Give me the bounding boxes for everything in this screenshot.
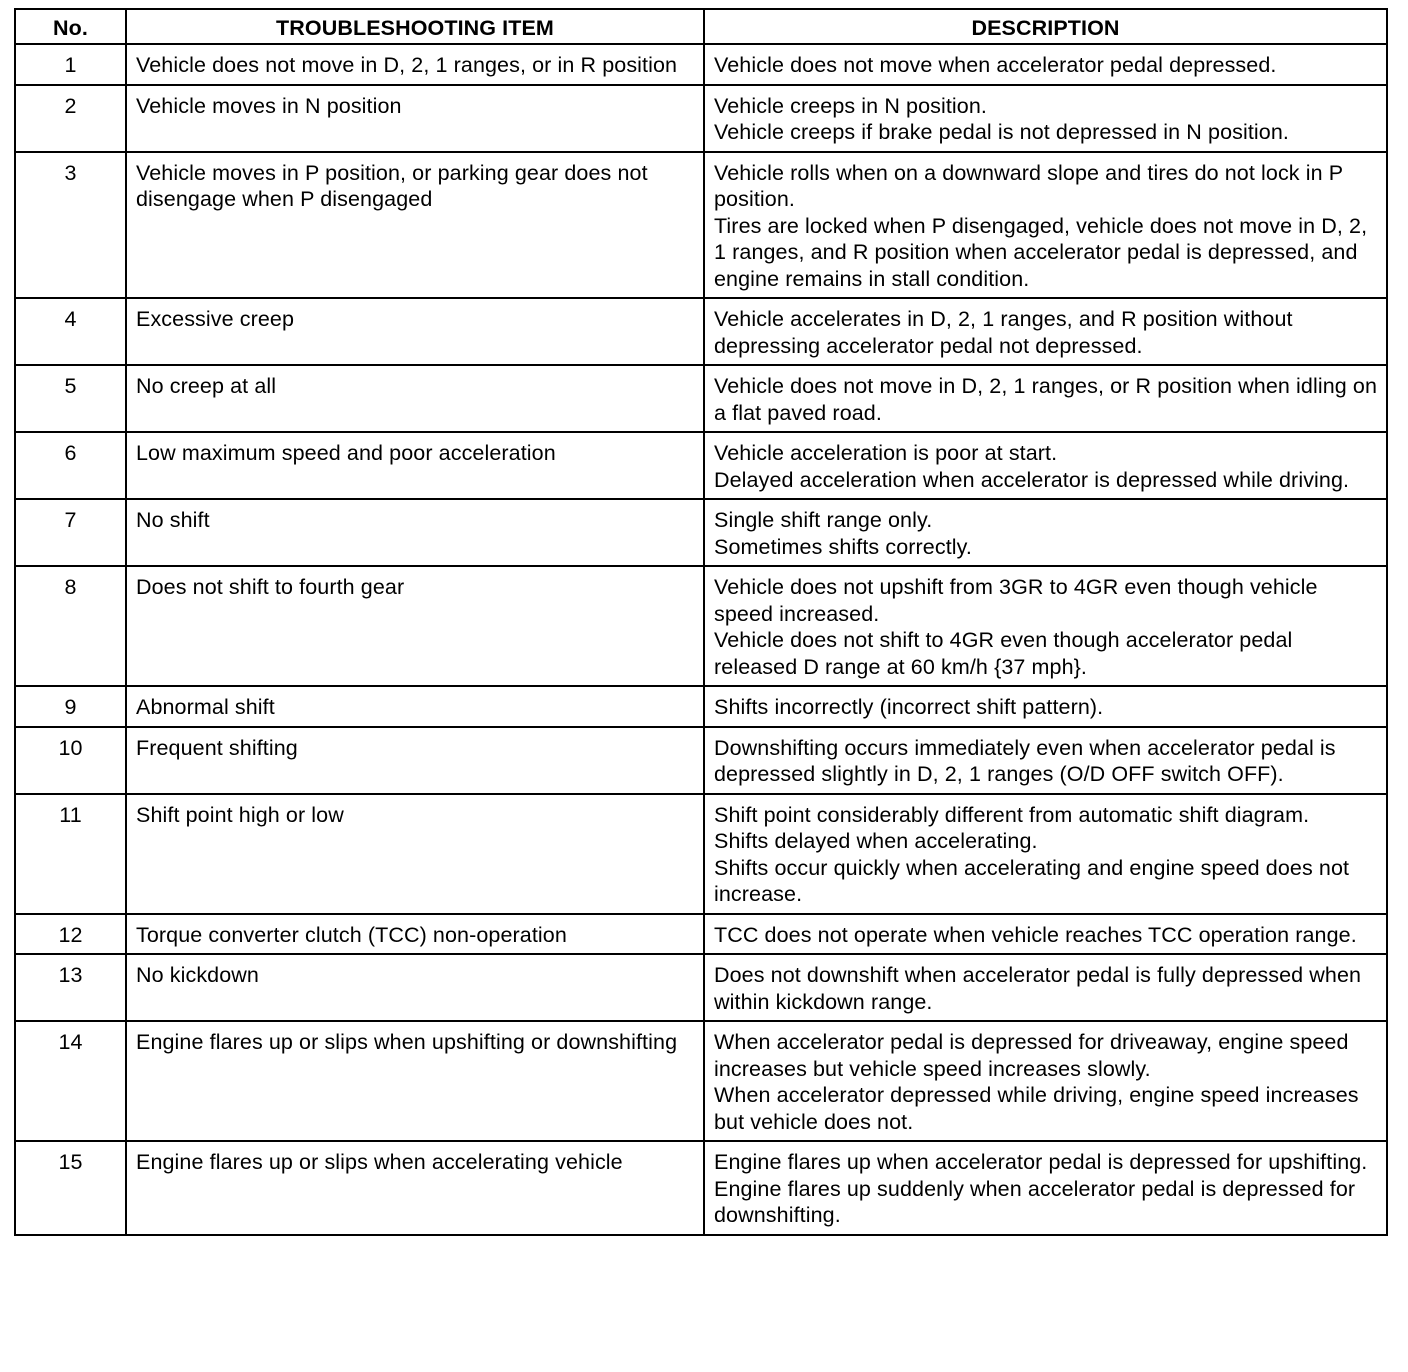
troubleshooting-item: Excessive creep: [126, 298, 704, 365]
description-line: Vehicle creeps in N position.: [714, 93, 987, 118]
description-line: Engine flares up when accelerator pedal is depressed for upshifting.: [714, 1150, 1368, 1174]
table-row: [15, 954, 1387, 1021]
row-number: 3: [15, 152, 126, 299]
description-line: Shift point considerably different from automatic shift diagram.: [714, 802, 1310, 827]
description-line: Vehicle acceleration is poor at start.: [714, 441, 1058, 465]
table-row: [15, 566, 1387, 686]
description-line: Sometimes shifts correctly.: [714, 534, 972, 559]
description-cell: [704, 298, 1387, 365]
table-row: [15, 85, 1387, 152]
row-number: 4: [15, 298, 126, 365]
troubleshooting-item: Torque converter clutch (TCC) non-operation: [126, 914, 704, 955]
description-line: Vehicle does not shift to 4GR even though accelerator pedal released D range at 60 km/h {37 mph}.: [714, 628, 1293, 679]
description-cell: [704, 1021, 1387, 1141]
table-row: [15, 914, 1387, 955]
description-cell: [704, 85, 1387, 152]
table-row: [15, 727, 1387, 794]
header-row: [15, 9, 1387, 44]
description-cell: [704, 499, 1387, 566]
table-row: [15, 298, 1387, 365]
row-number: 5: [15, 365, 126, 432]
description-cell: [704, 365, 1387, 432]
description-line: TCC does not operate when vehicle reaches TCC operation range.: [714, 922, 1357, 947]
description-cell: [704, 727, 1387, 794]
troubleshooting-item: Vehicle does not move in D, 2, 1 ranges, or in R position: [126, 44, 704, 85]
description-line: When accelerator pedal is depressed for driveaway, engine speed increases but vehicle speed increases slowly.: [714, 1030, 1349, 1081]
table-body: [15, 44, 1387, 1235]
table-row: [15, 44, 1387, 85]
description-line: When accelerator depressed while driving, engine speed increases but vehicle does not.: [714, 1083, 1359, 1134]
description-line: Does not downshift when accelerator pedal is fully depressed when within kickdown range.: [714, 963, 1362, 1014]
table-row: [15, 152, 1387, 299]
description-line: Vehicle accelerates in D, 2, 1 ranges, and R position without depressing accelerator pedal not depressed.: [714, 307, 1293, 358]
table-row: [15, 365, 1387, 432]
description-cell: [704, 794, 1387, 914]
troubleshooting-item: Vehicle moves in N position: [126, 85, 704, 152]
troubleshooting-table: [14, 8, 1388, 1236]
description-line: Vehicle does not move in D, 2, 1 ranges, or R position when idling on a flat paved road.: [714, 374, 1378, 425]
troubleshooting-item: Low maximum speed and poor acceleration: [126, 432, 704, 499]
row-number: 14: [15, 1021, 126, 1141]
table-row: [15, 794, 1387, 914]
description-line: Vehicle rolls when on a downward slope and tires do not lock in P position.: [714, 160, 1343, 211]
description-cell: [704, 44, 1387, 85]
troubleshooting-item: Does not shift to fourth gear: [126, 566, 704, 686]
table-row: [15, 1021, 1387, 1141]
description-line: Vehicle creeps if brake pedal is not depressed in N position.: [714, 120, 1289, 144]
description-cell: [704, 914, 1387, 955]
troubleshooting-item: Frequent shifting: [126, 727, 704, 794]
row-number: 8: [15, 566, 126, 686]
table-row: [15, 686, 1387, 727]
troubleshooting-item: No creep at all: [126, 365, 704, 432]
row-number: 9: [15, 686, 126, 727]
header-troubleshooting-item: TROUBLESHOOTING ITEM: [126, 9, 704, 44]
description-cell: [704, 1141, 1387, 1235]
description-cell: [704, 566, 1387, 686]
description-cell: [704, 954, 1387, 1021]
row-number: 10: [15, 727, 126, 794]
description-cell: [704, 432, 1387, 499]
description-line: Downshifting occurs immediately even when accelerator pedal is depressed slightly in D, 2, 1 ranges (O/D OFF switch OFF).: [714, 735, 1336, 786]
description-line: Shifts occur quickly when accelerating and engine speed does not increase.: [714, 855, 1350, 906]
header-description: DESCRIPTION: [704, 9, 1387, 44]
header-no: No.: [15, 9, 126, 44]
table-row: [15, 1141, 1387, 1235]
description-line: Shifts delayed when accelerating.: [714, 829, 1038, 853]
troubleshooting-table-container: [14, 8, 1386, 1236]
troubleshooting-item: Abnormal shift: [126, 686, 704, 727]
description-line: Shifts incorrectly (incorrect shift pattern).: [714, 695, 1104, 719]
description-line: Engine flares up suddenly when accelerator pedal is depressed for downshifting.: [714, 1176, 1356, 1227]
description-cell: [704, 686, 1387, 727]
troubleshooting-item: No shift: [126, 499, 704, 566]
description-line: Tires are locked when P disengaged, vehicle does not move in D, 2, 1 ranges, and R position when accelerator pedal is depressed, and engine remains in stall condition.: [714, 213, 1368, 291]
description-line: Vehicle does not upshift from 3GR to 4GR even though vehicle speed increased.: [714, 575, 1318, 626]
description-line: Vehicle does not move when accelerator pedal depressed.: [714, 53, 1277, 77]
row-number: 1: [15, 44, 126, 85]
description-line: Single shift range only.: [714, 508, 933, 532]
troubleshooting-item: No kickdown: [126, 954, 704, 1021]
description-cell: [704, 152, 1387, 299]
row-number: 7: [15, 499, 126, 566]
description-line: Delayed acceleration when accelerator is depressed while driving.: [714, 467, 1350, 492]
row-number: 15: [15, 1141, 126, 1235]
table-row: [15, 432, 1387, 499]
row-number: 6: [15, 432, 126, 499]
troubleshooting-item: Engine flares up or slips when upshifting or downshifting: [126, 1021, 704, 1141]
troubleshooting-item: Shift point high or low: [126, 794, 704, 914]
troubleshooting-item: Vehicle moves in P position, or parking gear does not disengage when P disengaged: [126, 152, 704, 299]
row-number: 2: [15, 85, 126, 152]
table-row: [15, 499, 1387, 566]
row-number: 13: [15, 954, 126, 1021]
row-number: 11: [15, 794, 126, 914]
row-number: 12: [15, 914, 126, 955]
troubleshooting-item: Engine flares up or slips when accelerating vehicle: [126, 1141, 704, 1235]
